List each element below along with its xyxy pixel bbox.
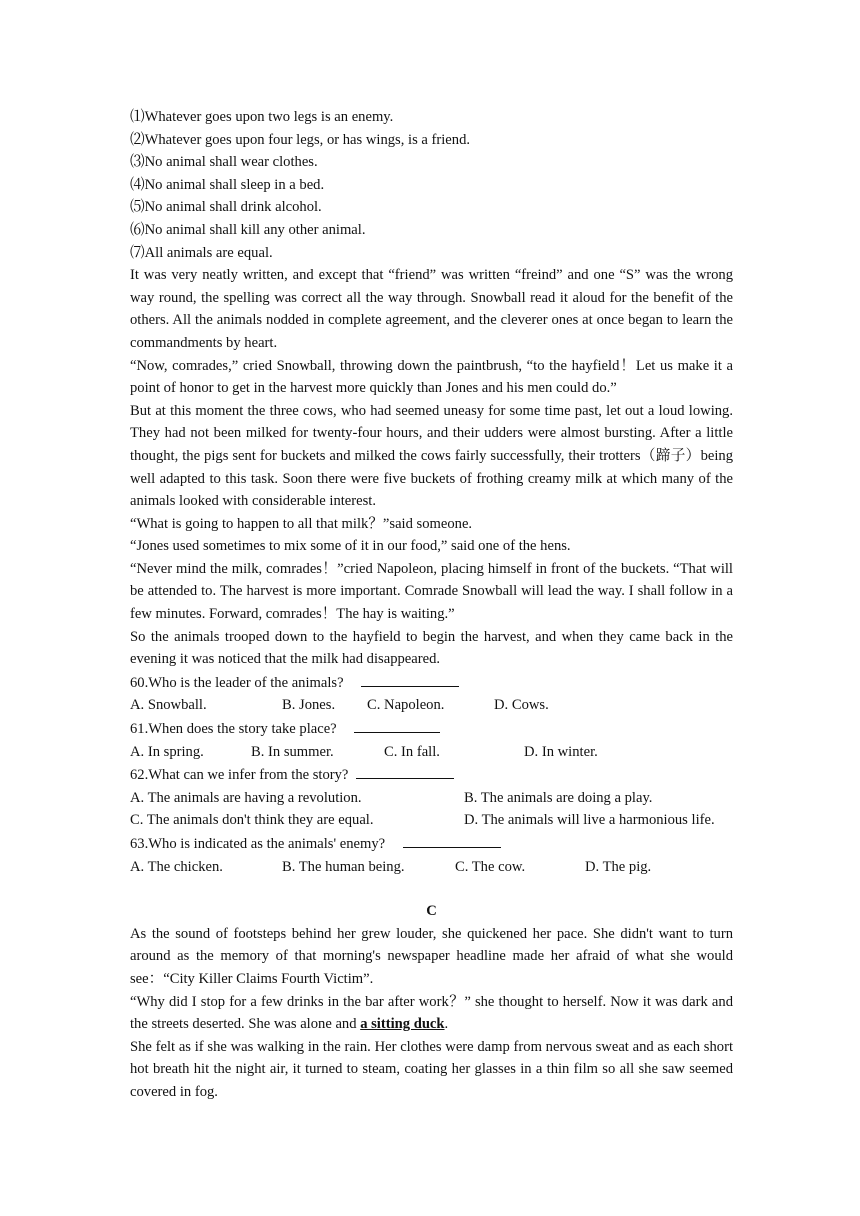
commandment-3: ⑶No animal shall wear clothes. [130, 154, 318, 171]
passage-b [130, 264, 733, 671]
question-60 [130, 671, 733, 717]
option-a[interactable]: A. The animals are having a revolution. [130, 789, 362, 806]
option-b[interactable]: B. In summer. [251, 743, 334, 760]
option-b[interactable]: B. The human being. [282, 858, 405, 875]
section-c-title: C [426, 903, 437, 920]
answer-blank[interactable] [403, 832, 501, 848]
passage-paragraph: As the sound of footsteps behind her grew louder, she quickened her pace. She didn't want to turn around as the memory of that morning's newspaper headline made her afraid of what she would see：“City Killer Claims Fourth Victim”. [130, 925, 733, 987]
option-d[interactable]: D. In winter. [524, 743, 598, 760]
commandment-5: ⑸No animal shall drink alcohol. [130, 199, 322, 216]
option-b[interactable]: B. Jones. [282, 697, 336, 714]
passage-paragraph: “Now, comrades,” cried Snowball, throwing down the paintbrush, “to the hayfield！Let us make it a point of honor to get in the harvest more quickly than Jones and his men could do.” [130, 357, 733, 397]
paragraph-text: “Why did I stop for a few drinks in the bar after work？” she thought to herself. Now it was dark and the streets deserted. She was alone and [130, 993, 733, 1033]
commandment-2: ⑵Whatever goes upon four legs, or has wings, is a friend. [130, 131, 471, 148]
passage-paragraph: But at this moment the three cows, who had seemed uneasy for some time past, let out a loud lowing. They had not been milked for twenty-four hours, and their udders were almost bursting. After a little thought, the pigs sent for buckets and milked the cows fairly successfully, their trotters（蹄子）being well adapted to this task. Soon there were five buckets of frothing creamy milk at which many of the animals looked with considerable interest. [130, 402, 733, 510]
option-c[interactable]: C. The animals don't think they are equal. [130, 812, 374, 829]
commandment-7: ⑺All animals are equal. [130, 244, 273, 261]
paragraph-text: . [444, 1016, 449, 1033]
question-stem: 63.Who is indicated as the animals' enemy? [130, 836, 386, 852]
question-63 [130, 832, 733, 878]
commandments-list [130, 106, 733, 264]
commandment-1: ⑴Whatever goes upon two legs is an enemy. [130, 109, 394, 125]
passage-paragraph: “Never mind the milk, comrades！”cried Napoleon, placing himself in front of the buckets. “That will be attended to. The harvest is more important. Comrade Snowball will lead the way. I shall follow in a few minutes. Forward, comrades！The hay is waiting.” [130, 560, 733, 623]
option-c[interactable]: C. Napoleon. [367, 697, 445, 714]
option-b[interactable]: B. The animals are doing a play. [464, 789, 653, 806]
commandment-4: ⑷No animal shall sleep in a bed. [130, 176, 325, 193]
option-d[interactable]: D. Cows. [494, 697, 549, 714]
question-stem: 61.When does the story take place? [130, 721, 337, 738]
option-d[interactable]: D. The pig. [585, 858, 652, 875]
option-c[interactable]: C. In fall. [384, 743, 440, 760]
passage-c [130, 923, 733, 1104]
passage-paragraph: It was very neatly written, and except that “friend” was written “freind” and one “S” was the wrong way round, the spelling was correct all the way through. Snowball read it aloud for the benefit of the others. All the animals nodded in complete agreement, and the cleverer ones at once began to learn the commandments by heart. [130, 267, 733, 351]
question-62 [130, 763, 733, 832]
question-61 [130, 717, 733, 763]
option-c[interactable]: C. The cow. [455, 858, 526, 875]
passage-paragraph: She felt as if she was walking in the rain. Her clothes were damp from nervous sweat and as each short hot breath hit the night air, it turned to steam, coating her glasses in a thin film so all she saw seemed covered in fog. [130, 1038, 733, 1100]
option-a[interactable]: A. Snowball. [130, 697, 207, 714]
commandment-6: ⑹No animal shall kill any other animal. [130, 221, 366, 238]
answer-blank[interactable] [354, 717, 440, 733]
question-stem: 60.Who is the leader of the animals? [130, 674, 344, 691]
answer-blank[interactable] [361, 671, 459, 687]
option-d[interactable]: D. The animals will live a harmonious life. [464, 812, 715, 829]
passage-paragraph: So the animals trooped down to the hayfield to begin the harvest, and when they came back in the evening it was noticed that the milk had disappeared. [130, 628, 733, 668]
passage-paragraph [130, 991, 733, 1036]
document-page [130, 106, 733, 1104]
emphasized-phrase: a sitting duck [360, 1016, 445, 1033]
option-a[interactable]: A. The chicken. [130, 858, 223, 875]
answer-blank[interactable] [356, 763, 454, 779]
passage-paragraph: “What is going to happen to all that milk？”said someone. [130, 515, 473, 532]
passage-paragraph: “Jones used sometimes to mix some of it in our food,” said one of the hens. [130, 538, 571, 555]
option-a[interactable]: A. In spring. [130, 743, 204, 760]
question-stem: 62.What can we infer from the story? [130, 767, 349, 784]
